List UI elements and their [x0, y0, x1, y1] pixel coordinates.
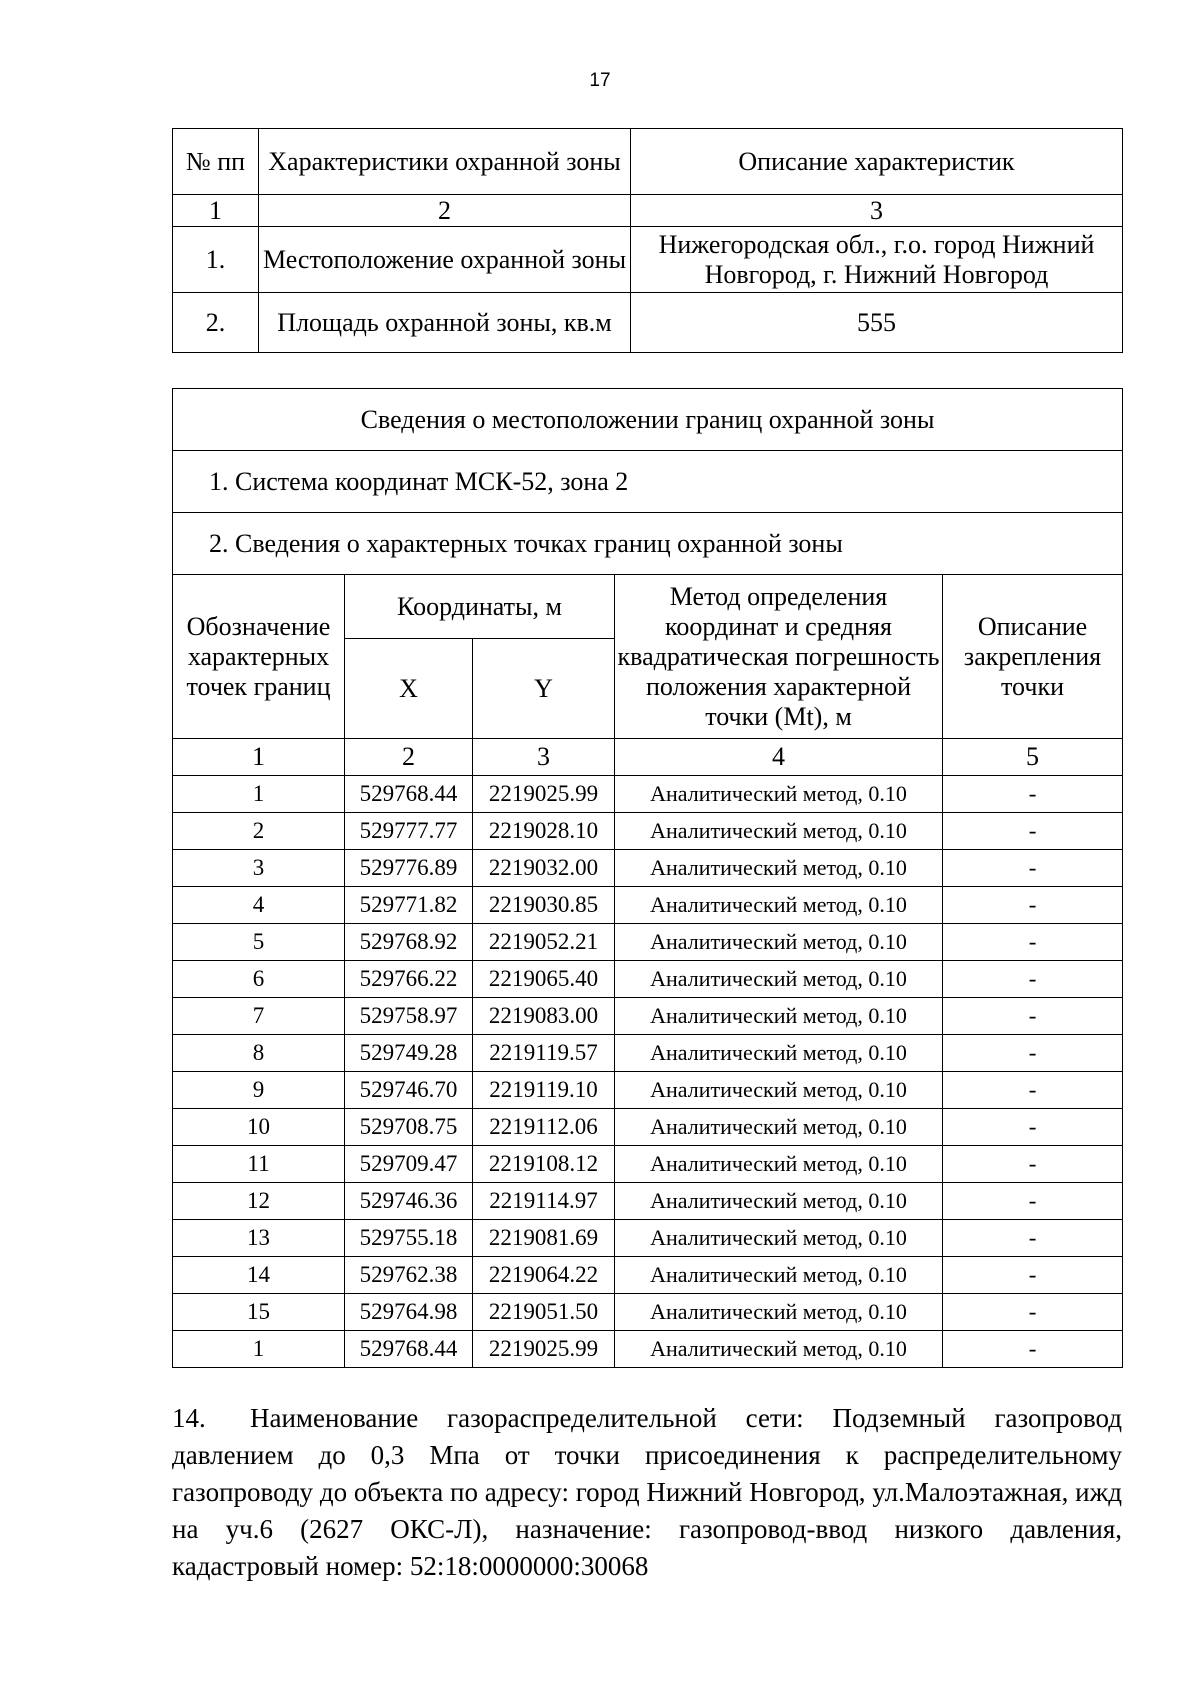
boundary-table-title: Сведения о местоположении границ охранной зоны: [173, 389, 1123, 451]
cell-x: 529749.28: [345, 1035, 473, 1072]
cell-x: 529768.44: [345, 1331, 473, 1368]
cell-method: Аналитический метод, 0.10: [615, 1072, 943, 1109]
cell-y: 2219119.57: [473, 1035, 615, 1072]
zone-characteristics-table: [172, 128, 1123, 353]
row-num: 1.: [173, 227, 259, 293]
cell-method: Аналитический метод, 0.10: [615, 1220, 943, 1257]
table-row: [173, 1109, 1123, 1146]
cell-y: 2219032.00: [473, 850, 615, 887]
cell-y: 2219064.22: [473, 1257, 615, 1294]
column-number-row: [173, 195, 1123, 227]
cell-fixing: -: [943, 1220, 1123, 1257]
cell-x: 529762.38: [345, 1257, 473, 1294]
cell-x: 529746.36: [345, 1183, 473, 1220]
table-row: [173, 924, 1123, 961]
cell-x: 529771.82: [345, 887, 473, 924]
row-description: Нижегородская обл., г.о. город Нижний Новгород, г. Нижний Новгород: [631, 227, 1123, 293]
cell-fixing: -: [943, 887, 1123, 924]
table-row: [173, 1257, 1123, 1294]
cell-x: 529755.18: [345, 1220, 473, 1257]
cell-x: 529746.70: [345, 1072, 473, 1109]
cell-point: 1: [173, 1331, 345, 1368]
cell-y: 2219108.12: [473, 1146, 615, 1183]
cell-point: 12: [173, 1183, 345, 1220]
cell-fixing: -: [943, 1331, 1123, 1368]
cell-y: 2219119.10: [473, 1072, 615, 1109]
row-description: 555: [631, 293, 1123, 353]
cell-x: 529708.75: [345, 1109, 473, 1146]
cell-fixing: -: [943, 776, 1123, 813]
table-header-row: [173, 575, 1123, 639]
cell-y: 2219051.50: [473, 1294, 615, 1331]
page-number: 17: [589, 70, 611, 91]
cell-fixing: -: [943, 813, 1123, 850]
col-number: 2: [345, 739, 473, 776]
table-row: [173, 1294, 1123, 1331]
cell-point: 15: [173, 1294, 345, 1331]
cell-y: 2219114.97: [473, 1183, 615, 1220]
col-number: 3: [631, 195, 1123, 227]
cell-fixing: -: [943, 1257, 1123, 1294]
table-row: [173, 998, 1123, 1035]
cell-method: Аналитический метод, 0.10: [615, 776, 943, 813]
table-row: [173, 1220, 1123, 1257]
col-number: 5: [943, 739, 1123, 776]
cell-point: 4: [173, 887, 345, 924]
col-number: 2: [259, 195, 631, 227]
col-number: 1: [173, 739, 345, 776]
col-header-num: № пп: [173, 129, 259, 195]
cell-method: Аналитический метод, 0.10: [615, 998, 943, 1035]
cell-fixing: -: [943, 1183, 1123, 1220]
points-title-row: [173, 513, 1123, 575]
paragraph-text: Наименование газораспределительной сети: Подземный газопровод давлением до 0,3 Мпа от точки присоединения к распределительному газопроводу до объекта по адресу: город Нижний Новгород, ул.Малоэтажная, ижд на уч.6 (2627 ОКС-Л), назначение: газопровод-ввод низкого давления, кадастровый номер: 52:18:0000000:30068: [172, 1403, 1122, 1581]
table-row: [173, 293, 1123, 353]
cell-point: 11: [173, 1146, 345, 1183]
cell-x: 529777.77: [345, 813, 473, 850]
cell-point: 8: [173, 1035, 345, 1072]
cell-method: Аналитический метод, 0.10: [615, 1257, 943, 1294]
cell-method: Аналитический метод, 0.10: [615, 924, 943, 961]
col-number: 1: [173, 195, 259, 227]
table-row: [173, 776, 1123, 813]
cell-method: Аналитический метод, 0.10: [615, 850, 943, 887]
cell-x: 529768.44: [345, 776, 473, 813]
col-header-description: Описание характеристик: [631, 129, 1123, 195]
col-header-designation: Обозначение характерных точек границ: [173, 575, 345, 739]
cell-point: 10: [173, 1109, 345, 1146]
cell-method: Аналитический метод, 0.10: [615, 1331, 943, 1368]
cell-fixing: -: [943, 1035, 1123, 1072]
cell-y: 2219081.69: [473, 1220, 615, 1257]
table-row: [173, 850, 1123, 887]
cell-point: 3: [173, 850, 345, 887]
cell-fixing: -: [943, 850, 1123, 887]
row-num: 2.: [173, 293, 259, 353]
cell-y: 2219052.21: [473, 924, 615, 961]
table-row: [173, 813, 1123, 850]
gas-network-paragraph: [172, 1400, 1122, 1585]
cell-x: 529768.92: [345, 924, 473, 961]
cell-point: 5: [173, 924, 345, 961]
cell-method: Аналитический метод, 0.10: [615, 1294, 943, 1331]
col-header-x: X: [345, 639, 473, 739]
row-characteristic: Местоположение охранной зоны: [259, 227, 631, 293]
table-row: [173, 961, 1123, 998]
row-characteristic: Площадь охранной зоны, кв.м: [259, 293, 631, 353]
table-row: [173, 1072, 1123, 1109]
cell-method: Аналитический метод, 0.10: [615, 1109, 943, 1146]
col-header-characteristic: Характеристики охранной зоны: [259, 129, 631, 195]
table-row: [173, 1035, 1123, 1072]
cell-method: Аналитический метод, 0.10: [615, 1035, 943, 1072]
cell-y: 2219083.00: [473, 998, 615, 1035]
cell-point: 14: [173, 1257, 345, 1294]
cell-y: 2219065.40: [473, 961, 615, 998]
table-row: [173, 227, 1123, 293]
boundary-points-table: [172, 388, 1123, 1368]
coordinate-system: 1. Система координат МСК-52, зона 2: [173, 451, 1123, 513]
cell-point: 6: [173, 961, 345, 998]
col-number: 4: [615, 739, 943, 776]
table-header-row: [173, 129, 1123, 195]
cell-y: 2219030.85: [473, 887, 615, 924]
cell-method: Аналитический метод, 0.10: [615, 813, 943, 850]
cell-method: Аналитический метод, 0.10: [615, 961, 943, 998]
col-header-method: Метод определения координат и средняя квадратическая погрешность положения характерной точки (Mt), м: [615, 575, 943, 739]
cell-point: 13: [173, 1220, 345, 1257]
cell-x: 529709.47: [345, 1146, 473, 1183]
cell-point: 9: [173, 1072, 345, 1109]
cell-point: 1: [173, 776, 345, 813]
col-header-y: Y: [473, 639, 615, 739]
cell-fixing: -: [943, 1294, 1123, 1331]
table-row: [173, 887, 1123, 924]
cell-method: Аналитический метод, 0.10: [615, 1146, 943, 1183]
cell-x: 529776.89: [345, 850, 473, 887]
cell-x: 529764.98: [345, 1294, 473, 1331]
col-number: 3: [473, 739, 615, 776]
cell-x: 529758.97: [345, 998, 473, 1035]
cell-point: 7: [173, 998, 345, 1035]
cell-y: 2219025.99: [473, 776, 615, 813]
cell-fixing: -: [943, 924, 1123, 961]
col-header-fixing: Описание закрепления точки: [943, 575, 1123, 739]
cell-fixing: -: [943, 1109, 1123, 1146]
cell-point: 2: [173, 813, 345, 850]
col-header-coordinates: Координаты, м: [345, 575, 615, 639]
coordinate-system-row: [173, 451, 1123, 513]
table-row: [173, 1331, 1123, 1368]
cell-fixing: -: [943, 1072, 1123, 1109]
cell-fixing: -: [943, 961, 1123, 998]
cell-x: 529766.22: [345, 961, 473, 998]
cell-method: Аналитический метод, 0.10: [615, 887, 943, 924]
cell-method: Аналитический метод, 0.10: [615, 1183, 943, 1220]
table-row: [173, 1183, 1123, 1220]
cell-y: 2219028.10: [473, 813, 615, 850]
cell-y: 2219112.06: [473, 1109, 615, 1146]
point-rows: [173, 776, 1123, 1368]
table-row: [173, 1146, 1123, 1183]
table-title-row: [173, 389, 1123, 451]
cell-fixing: -: [943, 1146, 1123, 1183]
paragraph-number: 14.: [172, 1403, 206, 1433]
column-number-row: [173, 739, 1123, 776]
cell-fixing: -: [943, 998, 1123, 1035]
points-title: 2. Сведения о характерных точках границ охранной зоны: [173, 513, 1123, 575]
cell-y: 2219025.99: [473, 1331, 615, 1368]
